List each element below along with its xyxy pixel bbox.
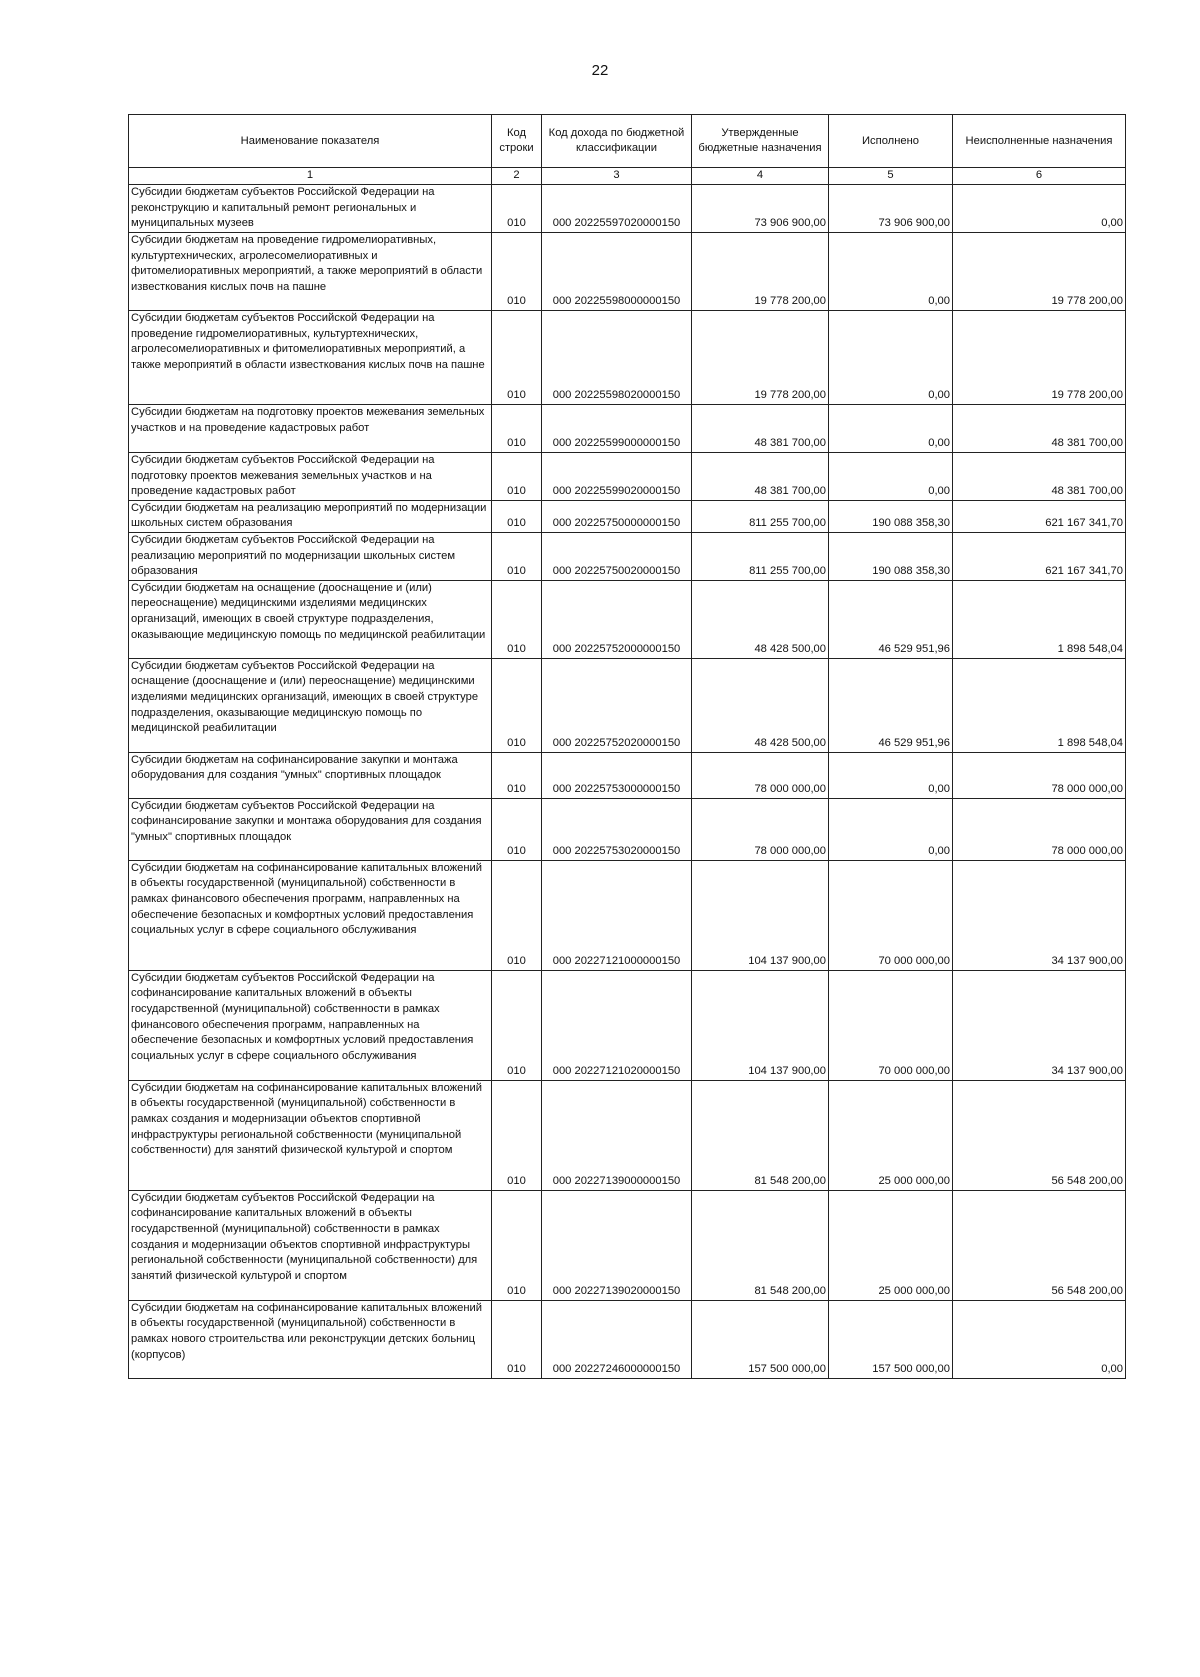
table-row <box>129 580 1126 658</box>
header-executed: Исполнено <box>829 115 953 168</box>
row-name: Субсидии бюджетам на софинансирование капитальных вложений в объекты государственной (муниципальной) собственности в рамках создания и модернизации объектов спортивной инфраструктуры региональной собственности (муниципальной собственности) для занятий физической культурой и спортом <box>129 1080 492 1190</box>
header-approved: Утвержденные бюджетные назначения <box>692 115 829 168</box>
row-approved: 19 778 200,00 <box>692 311 829 405</box>
row-kbk: 000 20227139020000150 <box>542 1190 692 1300</box>
row-kbk: 000 20225597020000150 <box>542 185 692 233</box>
budget-report-table <box>128 114 1126 1379</box>
table-row <box>129 1300 1126 1378</box>
table-row <box>129 970 1126 1080</box>
row-executed: 0,00 <box>829 453 953 501</box>
row-kbk: 000 20225752000000150 <box>542 580 692 658</box>
row-approved: 48 381 700,00 <box>692 405 829 453</box>
table-body <box>129 185 1126 1379</box>
row-name: Субсидии бюджетам субъектов Российской Федерации на оснащение (дооснащение и (или) переоснащение) медицинскими изделиями медицинских организаций, имеющих в своей структуре подразделения, оказывающие медицинскую помощь по медицинской реабилитации <box>129 658 492 752</box>
row-code: 010 <box>492 311 542 405</box>
row-name: Субсидии бюджетам на софинансирование капитальных вложений в объекты государственной (муниципальной) собственности в рамках финансового обеспечения программ, направленных на обеспечение безопасных и комфортных условий предоставления социальных услуг в сфере социального обслуживания <box>129 860 492 970</box>
row-kbk: 000 20225599000000150 <box>542 405 692 453</box>
row-kbk: 000 20225598020000150 <box>542 311 692 405</box>
row-name: Субсидии бюджетам на софинансирование капитальных вложений в объекты государственной (муниципальной) собственности в рамках нового строительства или реконструкции детских больниц (корпусов) <box>129 1300 492 1378</box>
row-executed: 0,00 <box>829 233 953 311</box>
page-number: 22 <box>591 62 609 79</box>
column-number: 3 <box>542 168 692 185</box>
row-name: Субсидии бюджетам субъектов Российской Федерации на софинансирование капитальных вложений в объекты государственной (муниципальной) собственности в рамках финансового обеспечения программ, направленных на обеспечение безопасных и комфортных условий предоставления социальных услуг в сфере социального обслуживания <box>129 970 492 1080</box>
row-code: 010 <box>492 500 542 532</box>
column-number: 1 <box>129 168 492 185</box>
row-code: 010 <box>492 405 542 453</box>
row-code: 010 <box>492 860 542 970</box>
row-unexecuted: 621 167 341,70 <box>953 500 1126 532</box>
table-row <box>129 311 1126 405</box>
header-unexecuted: Неисполненные назначения <box>953 115 1126 168</box>
table-row <box>129 752 1126 798</box>
row-unexecuted: 56 548 200,00 <box>953 1080 1126 1190</box>
row-unexecuted: 34 137 900,00 <box>953 970 1126 1080</box>
row-unexecuted: 1 898 548,04 <box>953 658 1126 752</box>
table-row <box>129 233 1126 311</box>
row-code: 010 <box>492 185 542 233</box>
row-executed: 0,00 <box>829 311 953 405</box>
table-row <box>129 860 1126 970</box>
row-kbk: 000 20225750000000150 <box>542 500 692 532</box>
row-kbk: 000 20225753000000150 <box>542 752 692 798</box>
row-approved: 48 381 700,00 <box>692 453 829 501</box>
header-kbk: Код дохода по бюджетной классификации <box>542 115 692 168</box>
row-name: Субсидии бюджетам на подготовку проектов межевания земельных участков и на проведение кадастровых работ <box>129 405 492 453</box>
row-code: 010 <box>492 1080 542 1190</box>
row-approved: 104 137 900,00 <box>692 970 829 1080</box>
row-approved: 78 000 000,00 <box>692 798 829 860</box>
row-executed: 190 088 358,30 <box>829 500 953 532</box>
row-name: Субсидии бюджетам на реализацию мероприятий по модернизации школьных систем образования <box>129 500 492 532</box>
header-row <box>129 115 1126 168</box>
row-approved: 48 428 500,00 <box>692 658 829 752</box>
row-approved: 157 500 000,00 <box>692 1300 829 1378</box>
table-row <box>129 532 1126 580</box>
row-executed: 46 529 951,96 <box>829 658 953 752</box>
row-code: 010 <box>492 970 542 1080</box>
row-unexecuted: 78 000 000,00 <box>953 798 1126 860</box>
row-code: 010 <box>492 580 542 658</box>
row-approved: 78 000 000,00 <box>692 752 829 798</box>
row-kbk: 000 20225753020000150 <box>542 798 692 860</box>
column-number: 5 <box>829 168 953 185</box>
row-approved: 48 428 500,00 <box>692 580 829 658</box>
row-code: 010 <box>492 1190 542 1300</box>
row-executed: 190 088 358,30 <box>829 532 953 580</box>
row-unexecuted: 621 167 341,70 <box>953 532 1126 580</box>
row-kbk: 000 20227246000000150 <box>542 1300 692 1378</box>
row-executed: 25 000 000,00 <box>829 1080 953 1190</box>
table-row <box>129 798 1126 860</box>
row-unexecuted: 78 000 000,00 <box>953 752 1126 798</box>
row-unexecuted: 1 898 548,04 <box>953 580 1126 658</box>
row-unexecuted: 34 137 900,00 <box>953 860 1126 970</box>
row-approved: 811 255 700,00 <box>692 532 829 580</box>
header-code: Код строки <box>492 115 542 168</box>
row-approved: 73 906 900,00 <box>692 185 829 233</box>
row-approved: 811 255 700,00 <box>692 500 829 532</box>
row-code: 010 <box>492 532 542 580</box>
row-unexecuted: 19 778 200,00 <box>953 233 1126 311</box>
row-kbk: 000 20227121020000150 <box>542 970 692 1080</box>
header-name: Наименование показателя <box>129 115 492 168</box>
table-row <box>129 1080 1126 1190</box>
row-unexecuted: 19 778 200,00 <box>953 311 1126 405</box>
row-unexecuted: 48 381 700,00 <box>953 453 1126 501</box>
row-code: 010 <box>492 453 542 501</box>
row-unexecuted: 0,00 <box>953 185 1126 233</box>
row-kbk: 000 20227121000000150 <box>542 860 692 970</box>
row-executed: 0,00 <box>829 405 953 453</box>
row-code: 010 <box>492 752 542 798</box>
column-number: 6 <box>953 168 1126 185</box>
row-name: Субсидии бюджетам на софинансирование закупки и монтажа оборудования для создания "умных" спортивных площадок <box>129 752 492 798</box>
column-number-row <box>129 168 1126 185</box>
row-name: Субсидии бюджетам субъектов Российской Федерации на софинансирование капитальных вложений в объекты государственной (муниципальной) собственности в рамках создания и модернизации объектов спортивной инфраструктуры региональной собственности (муниципальной собственности) для занятий физической культурой и спортом <box>129 1190 492 1300</box>
row-unexecuted: 56 548 200,00 <box>953 1190 1126 1300</box>
table-row <box>129 185 1126 233</box>
table-row <box>129 405 1126 453</box>
column-number: 2 <box>492 168 542 185</box>
row-kbk: 000 20225598000000150 <box>542 233 692 311</box>
row-approved: 19 778 200,00 <box>692 233 829 311</box>
row-name: Субсидии бюджетам субъектов Российской Федерации на реализацию мероприятий по модернизации школьных систем образования <box>129 532 492 580</box>
row-code: 010 <box>492 233 542 311</box>
row-executed: 25 000 000,00 <box>829 1190 953 1300</box>
row-executed: 157 500 000,00 <box>829 1300 953 1378</box>
row-kbk: 000 20227139000000150 <box>542 1080 692 1190</box>
row-unexecuted: 0,00 <box>953 1300 1126 1378</box>
row-executed: 46 529 951,96 <box>829 580 953 658</box>
table-row <box>129 1190 1126 1300</box>
table-row <box>129 658 1126 752</box>
row-name: Субсидии бюджетам субъектов Российской Федерации на реконструкцию и капитальный ремонт региональных и муниципальных музеев <box>129 185 492 233</box>
row-kbk: 000 20225752020000150 <box>542 658 692 752</box>
row-unexecuted: 48 381 700,00 <box>953 405 1126 453</box>
row-name: Субсидии бюджетам субъектов Российской Федерации на проведение гидромелиоративных, культуртехнических, агролесомелиоративных и фитомелиоративных мероприятий, а также мероприятий в области известкования кислых почв на пашне <box>129 311 492 405</box>
row-executed: 70 000 000,00 <box>829 860 953 970</box>
row-code: 010 <box>492 658 542 752</box>
row-name: Субсидии бюджетам на оснащение (дооснащение и (или) переоснащение) медицинскими изделиями медицинских организаций, имеющих в своей структуре подразделения, оказывающие медицинскую помощь по медицинской реабилитации <box>129 580 492 658</box>
row-approved: 81 548 200,00 <box>692 1190 829 1300</box>
row-name: Субсидии бюджетам на проведение гидромелиоративных, культуртехнических, агролесомелиоративных и фитомелиоративных мероприятий, а также мероприятий в области известкования кислых почв на пашне <box>129 233 492 311</box>
row-executed: 70 000 000,00 <box>829 970 953 1080</box>
row-name: Субсидии бюджетам субъектов Российской Федерации на софинансирование закупки и монтажа оборудования для создания "умных" спортивных площадок <box>129 798 492 860</box>
row-name: Субсидии бюджетам субъектов Российской Федерации на подготовку проектов межевания земельных участков и на проведение кадастровых работ <box>129 453 492 501</box>
row-executed: 0,00 <box>829 752 953 798</box>
row-kbk: 000 20225750020000150 <box>542 532 692 580</box>
row-executed: 0,00 <box>829 798 953 860</box>
row-executed: 73 906 900,00 <box>829 185 953 233</box>
row-kbk: 000 20225599020000150 <box>542 453 692 501</box>
table-row <box>129 453 1126 501</box>
row-approved: 81 548 200,00 <box>692 1080 829 1190</box>
column-number: 4 <box>692 168 829 185</box>
table-row <box>129 500 1126 532</box>
row-code: 010 <box>492 798 542 860</box>
row-approved: 104 137 900,00 <box>692 860 829 970</box>
row-code: 010 <box>492 1300 542 1378</box>
